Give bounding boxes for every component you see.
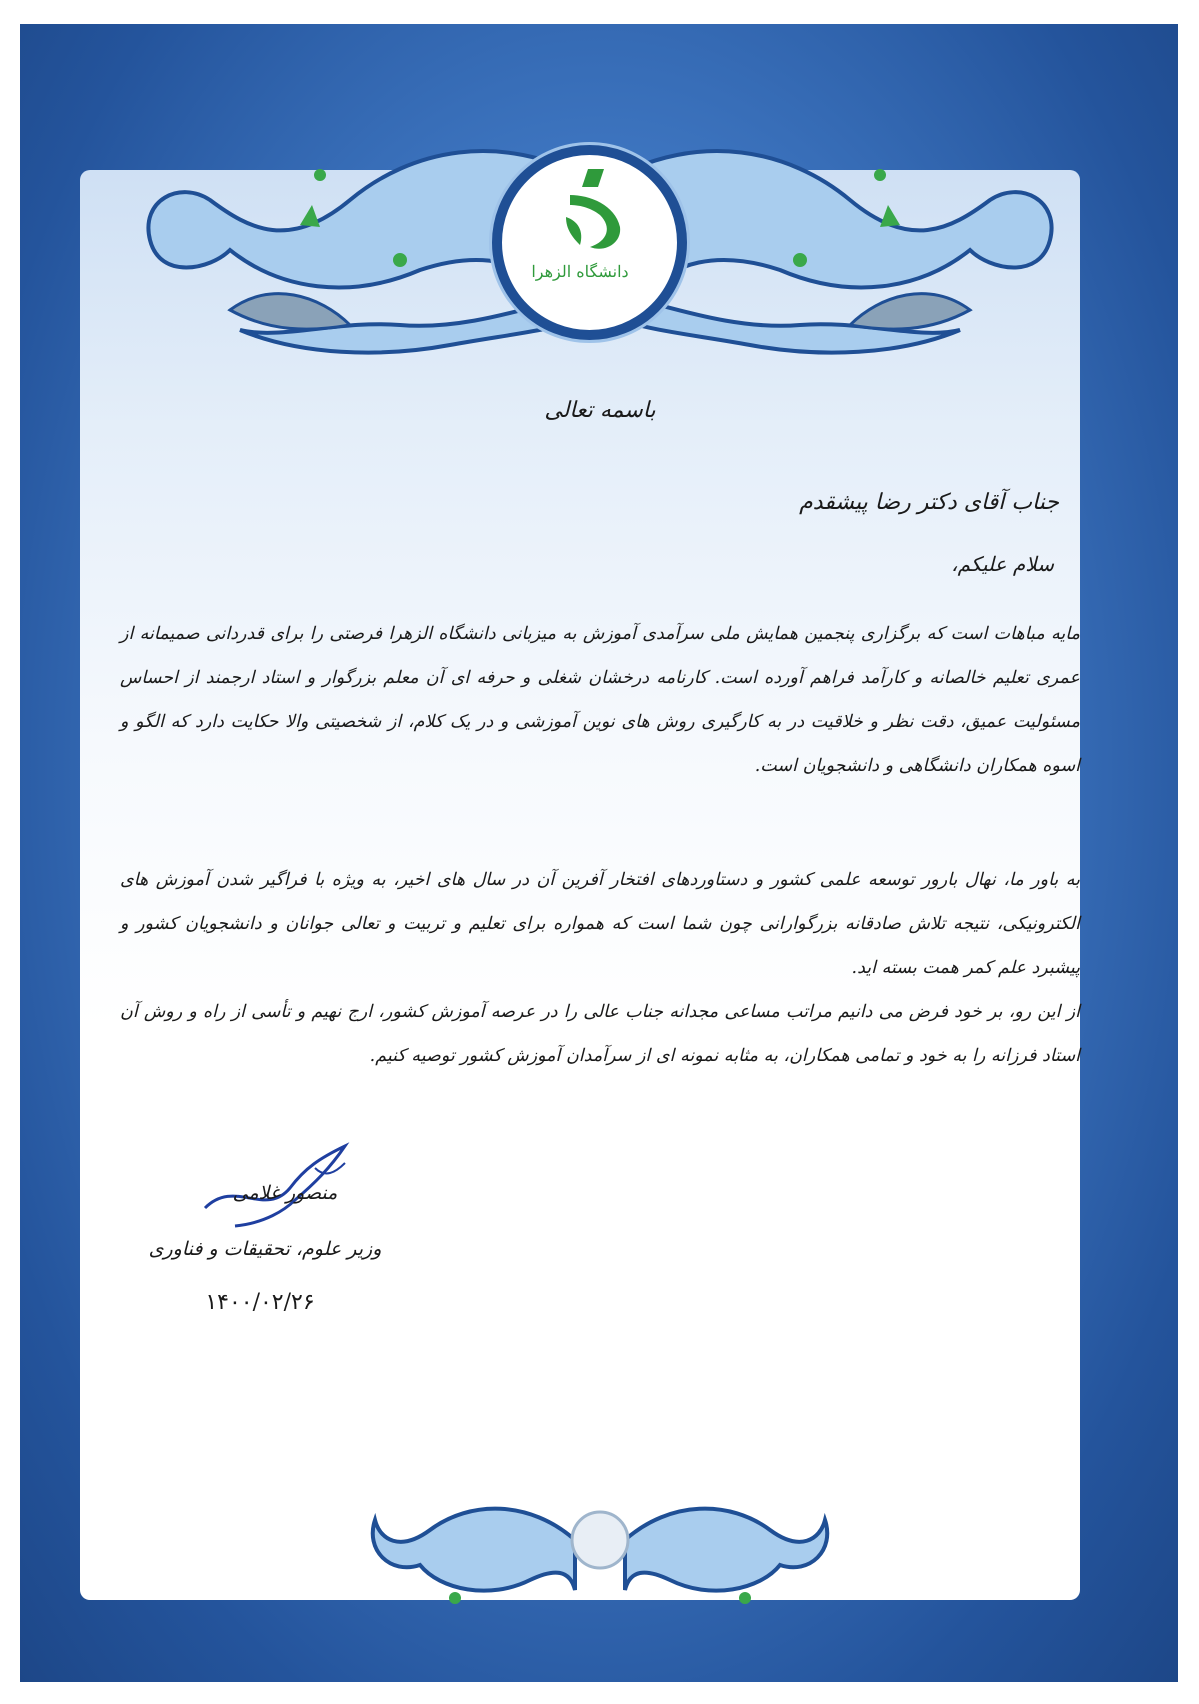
bottom-ornament: [360, 1480, 840, 1630]
university-name: دانشگاه الزهرا: [531, 262, 629, 281]
letter-paragraph-1: مایه مباهات است که برگزاری پنجمین همایش ملی سرآمدی آموزش به میزبانی دانشگاه الزهرا فرصتی را برای قدردانی صمیمانه از عمری تعلیم خالصانه و کارآمد فراهم آورده است. کارنامه درخشان شغلی و حرفه ای آن معلم بزرگوار و استاد ارجمند از احساس مسئولیت عمیق، دقت نظر و خلاقیت در به کارگیری روش های نوین آموزشی و در یک کلام، از شخصیتی والا حکایت دارد که الگو و اسوه همکاران دانشگاهی و دانشجویان است.: [120, 624, 1080, 776]
salutation: سلام علیکم،: [951, 552, 1054, 576]
signature-date: ۱۴۰۰/۰۲/۲۶: [205, 1290, 315, 1315]
signer-title: وزیر علوم، تحقیقات و فناوری: [148, 1238, 382, 1260]
letter-paragraph-2: به باور ما، نهال بارور توسعه علمی کشور و دستاوردهای افتخار آفرین آن در سال های اخیر، به ویژه با فراگیر شدن آموزش های الکترونیکی، نتیجه تلاش صادقانه بزرگوارانی چون شما است که همواره برای تعلیم و تربیت و تعالی جوانان و دانشجویان کشور و پیشبرد علم کمر همت بسته اید.: [120, 870, 1080, 978]
logo-mark-icon: [560, 165, 630, 255]
recipient-line: جناب آقای دکتر رضا پیشقدم: [799, 490, 1059, 515]
letter-heading: باسمه تعالی: [544, 398, 656, 423]
signer-name: منصور غلامی: [232, 1182, 338, 1204]
letter-paragraph-3: از این رو، بر خود فرض می دانیم مراتب مساعی مجدانه جناب عالی را در عرصه آموزش کشور، ارج نهیم و تأسی از راه و روش آن استاد فرزانه را به خود و تمامی همکاران، به مثابه نمونه ای از سرآمدان آموزش کشور توصیه کنیم.: [120, 1002, 1080, 1066]
